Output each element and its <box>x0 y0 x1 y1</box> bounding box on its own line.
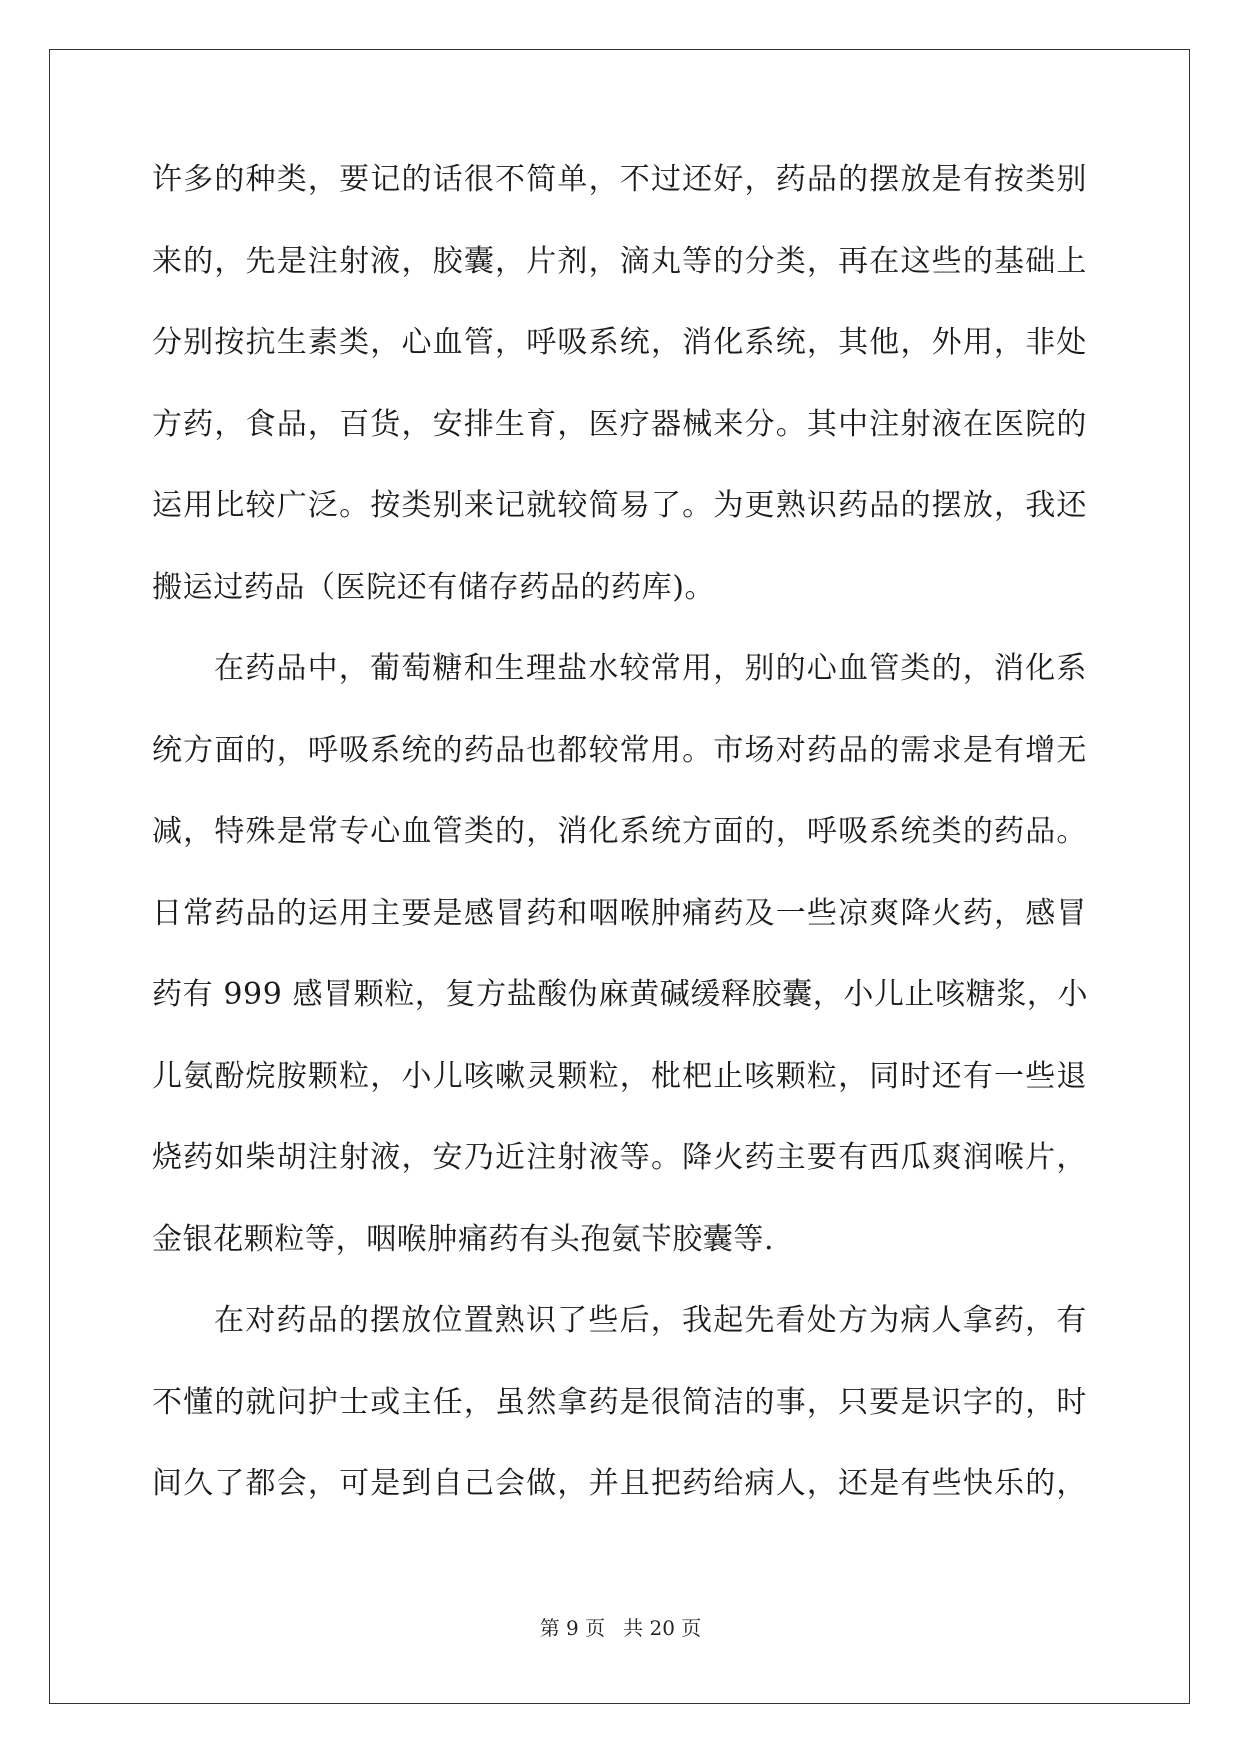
text-line: 许多的种类，要记的话很不简单，不过还好，药品的摆放是有按类别 <box>152 162 1087 197</box>
text-line: 运用比较广泛。按类别来记就较简易了。为更熟识药品的摆放，我还 <box>152 488 1087 523</box>
document-body <box>152 160 1087 1546</box>
text-line: 日常药品的运用主要是感冒药和咽喉肿痛药及一些凉爽降火药，感冒 <box>152 895 1087 931</box>
text-line: 不懂的就问护士或主任，虽然拿药是很简洁的事，只要是识字的，时 <box>152 1384 1087 1420</box>
text-line: 在药品中，葡萄糖和生理盐水较常用，别的心血管类的，消化系 <box>214 651 1087 686</box>
text-line: 金银花颗粒等，咽喉肿痛药有头孢氨苄胶囊等. <box>152 1221 775 1257</box>
text-line: 分别按抗生素类，心血管，呼吸系统，消化系统，其他，外用，非处 <box>152 325 1087 360</box>
text-line: 在对药品的摆放位置熟识了些后，我起先看处方为病人拿药，有 <box>214 1303 1087 1338</box>
text-line: 烧药如柴胡注射液，安乃近注射液等。降火药主要有西瓜爽润喉片， <box>152 1140 1087 1175</box>
text-line: 统方面的，呼吸系统的药品也都较常用。市场对药品的需求是有增无 <box>152 732 1087 768</box>
text-line: 减，特殊是常专心血管类的，消化系统方面的，呼吸系统类的药品。 <box>152 814 1087 849</box>
total-pages-label: 共 20 页 <box>623 1616 702 1640</box>
text-line: 方药，食品，百货，安排生育，医疗器械来分。其中注射液在医院的 <box>152 406 1087 442</box>
text-line: 药有 999 感冒颗粒，复方盐酸伪麻黄碱缓释胶囊，小儿止咳糖浆，小 <box>152 977 1089 1012</box>
text-line: 间久了都会，可是到自己会做，并且把药给病人，还是有些快乐的， <box>152 1466 1087 1501</box>
text-line: 来的，先是注射液，胶囊，片剂，滴丸等的分类，再在这些的基础上 <box>152 243 1087 279</box>
page-footer <box>0 1616 1241 1640</box>
text-line: 搬运过药品（医院还有储存药品的药库)。 <box>152 569 716 605</box>
current-page-label: 第 9 页 <box>539 1616 606 1640</box>
text-line: 儿氨酚烷胺颗粒，小儿咳嗽灵颗粒，枇杷止咳颗粒，同时还有一些退 <box>152 1058 1087 1094</box>
